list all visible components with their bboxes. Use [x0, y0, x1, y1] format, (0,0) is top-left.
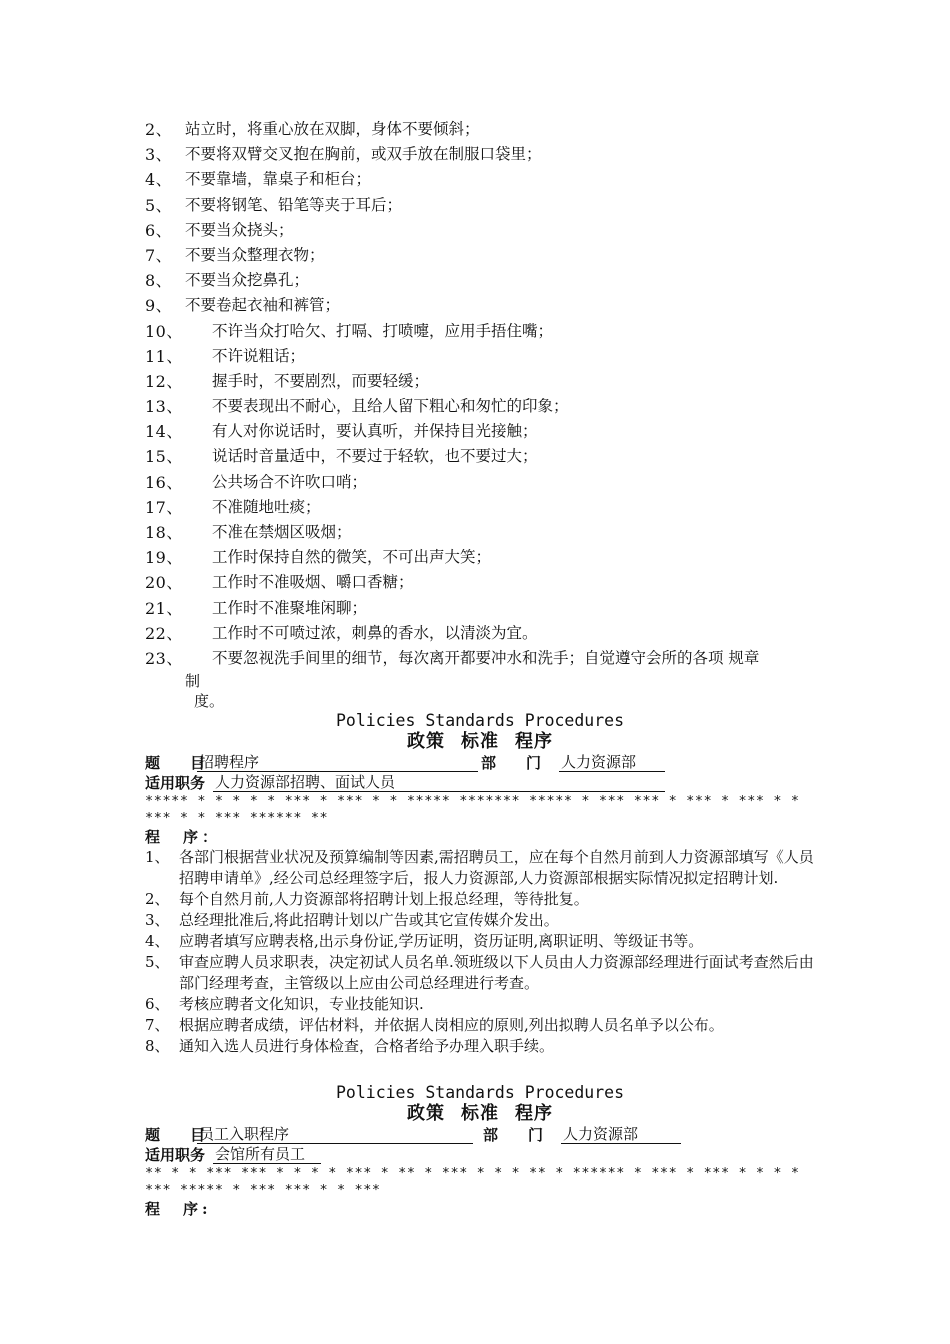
rule-text: 工作时保持自然的微笑，不可出声大笑；	[212, 548, 492, 567]
procedure-label: 程 序：	[145, 828, 222, 846]
rule-23-continuation: 制	[185, 672, 201, 690]
applicable-row	[145, 1145, 815, 1165]
onboarding-procedure-form	[145, 1083, 815, 1219]
rule-text: 不准随地吐痰；	[212, 497, 321, 516]
procedure-step	[145, 1036, 815, 1057]
rule-text: 不要忽视洗手间里的细节，每次离开都要冲水和洗手；自觉遵守会所的各项 规章	[212, 648, 760, 667]
rule-item	[145, 596, 815, 621]
subject-row	[145, 1125, 815, 1145]
rule-text: 工作时不准吸烟、嚼口香糖；	[212, 573, 414, 592]
rule-number: 17、	[145, 497, 183, 517]
rule-item	[145, 142, 815, 167]
rule-item	[145, 419, 815, 444]
rule-item	[145, 470, 815, 495]
step-number: 4、	[145, 932, 170, 950]
department-value: 人力资源部	[561, 1125, 681, 1144]
star-separator: ** * * *** *** * * * * *** * ** * *** * * * ** * ****** * *** * *** * * * * *** ***** * *** *** * * ***	[145, 1165, 800, 1198]
rule-number: 2、	[145, 120, 173, 139]
rule-text: 工作时不准聚堆闲聊；	[212, 598, 368, 617]
rule-item	[145, 520, 815, 545]
header-standard: 标准	[461, 1103, 499, 1124]
rule-text: 不许说粗话；	[212, 346, 306, 365]
rule-text: 不要将双臂交叉抱在胸前，或双手放在制服口袋里；	[185, 145, 542, 164]
procedure-step	[145, 847, 815, 889]
header-standard: 标准	[461, 731, 499, 752]
procedure-step	[145, 910, 815, 931]
step-number: 3、	[145, 911, 170, 929]
subject-value: 招聘程序	[197, 753, 478, 772]
rule-number: 13、	[145, 397, 183, 417]
procedure-step	[145, 1015, 815, 1036]
step-number: 7、	[145, 1016, 170, 1034]
department-label: 部 门	[483, 1126, 544, 1144]
rule-text: 不要当众整理衣物；	[185, 245, 325, 264]
rule-text: 有人对你说话时，要认真听，并保持目光接触；	[212, 422, 538, 441]
step-text: 应聘者填写应聘表格,出示身份证,学历证明，资历证明,离职证明、等级证书等。	[179, 932, 704, 950]
procedure-step	[145, 994, 815, 1015]
procedure-step	[145, 931, 815, 952]
rule-number: 23、	[145, 648, 183, 668]
rule-text: 站立时，将重心放在双脚，身体不要倾斜；	[185, 120, 480, 138]
step-number: 5、	[145, 953, 170, 971]
rule-number: 3、	[145, 145, 173, 165]
rule-text: 不许当众打哈欠、打嗝、打喷嚏，应用手捂住嘴；	[212, 321, 554, 340]
rule-item	[145, 319, 815, 344]
rule-text: 公共场合不许吹口哨；	[212, 472, 368, 491]
rule-item	[145, 646, 815, 671]
rule-number: 16、	[145, 472, 183, 492]
step-text: 每个自然月前,人力资源部将招聘计划上报总经理，等待批复。	[179, 890, 589, 908]
header-procedure: 程序	[515, 731, 553, 752]
star-separator: ***** * * * * * *** * *** * * ***** ******* ***** * *** *** * *** * *** * **** * * *** ****** **	[145, 793, 800, 826]
header-chinese	[145, 731, 815, 753]
step-text: 通知入选人员进行身体检查，合格者给予办理入职手续。	[179, 1037, 555, 1055]
procedure-label: 程 序:	[145, 1200, 212, 1218]
rule-item	[145, 268, 815, 293]
rule-number: 7、	[145, 245, 173, 265]
department-value: 人力资源部	[559, 753, 665, 772]
rule-item	[145, 243, 815, 268]
subject-label: 题 目	[145, 754, 206, 772]
applicable-label: 适用职务	[145, 774, 206, 792]
header-english: Policies Standards Procedures	[335, 711, 625, 730]
procedure-step	[145, 889, 815, 910]
rule-text: 不要当众挖鼻孔；	[185, 271, 310, 290]
recruitment-steps-list	[145, 847, 815, 1057]
subject-value: 员工入职程序	[197, 1125, 473, 1144]
rule-item	[145, 570, 815, 595]
procedure-step	[145, 952, 815, 994]
rule-number: 4、	[145, 170, 173, 190]
rule-item	[145, 293, 815, 318]
rule-number: 20、	[145, 573, 183, 593]
subject-label: 题 目	[145, 1126, 206, 1144]
rule-item	[145, 621, 815, 646]
rule-text: 不准在禁烟区吸烟；	[212, 523, 352, 541]
step-text: 总经理批准后,将此招聘计划以广告或其它宣传媒介发出。	[179, 911, 559, 929]
rule-number: 21、	[145, 598, 183, 618]
rule-item	[145, 344, 815, 369]
subject-row	[145, 753, 815, 773]
step-number: 8、	[145, 1037, 170, 1055]
rule-number: 14、	[145, 422, 183, 442]
rule-number: 8、	[145, 271, 173, 291]
applicable-value: 会馆所有员工	[213, 1145, 321, 1164]
rule-item	[145, 193, 815, 218]
rule-number: 9、	[145, 296, 173, 316]
header-policy: 政策	[407, 1103, 445, 1124]
rule-item	[145, 545, 815, 570]
step-number: 6、	[145, 995, 170, 1013]
rule-item	[145, 369, 815, 394]
step-text: 考核应聘者文化知识，专业技能知识.	[179, 995, 424, 1013]
rule-item	[145, 394, 815, 419]
rule-item	[145, 117, 815, 142]
rule-number: 18、	[145, 523, 183, 542]
rule-23-continuation-end: 度。	[194, 692, 225, 710]
header-policy: 政策	[407, 731, 445, 752]
rule-number: 5、	[145, 195, 173, 215]
rule-text: 工作时不可喷过浓，刺鼻的香水，以清淡为宜。	[212, 623, 538, 642]
recruitment-procedure-form	[145, 711, 815, 1057]
rule-number: 11、	[145, 346, 183, 366]
conduct-rules-list	[145, 117, 815, 671]
step-text: 审查应聘人员求职表，决定初试人员名单.领班级以下人员由人力资源部经理进行面试考查然后由部门经理考查，主管级以上应由公司总经理进行考查。	[179, 953, 814, 992]
rule-text: 不要卷起衣袖和裤管；	[185, 296, 341, 315]
rule-text: 说话时音量适中，不要过于轻软，也不要过大；	[212, 447, 538, 466]
rule-number: 15、	[145, 447, 183, 467]
step-number: 2、	[145, 890, 170, 908]
rule-text: 不要表现出不耐心，且给人留下粗心和匆忙的印象；	[212, 397, 569, 416]
step-text: 根据应聘者成绩，评估材料，并依据人岗相应的原则,列出拟聘人员名单予以公布。	[179, 1016, 724, 1034]
step-number: 1、	[145, 848, 170, 866]
applicable-label: 适用职务	[145, 1146, 206, 1164]
header-procedure: 程序	[515, 1103, 553, 1124]
rule-number: 22、	[145, 623, 183, 643]
rule-item	[145, 167, 815, 192]
header-chinese	[145, 1103, 815, 1125]
header-english: Policies Standards Procedures	[335, 1083, 625, 1102]
rule-number: 19、	[145, 548, 183, 568]
rule-item	[145, 495, 815, 520]
rule-number: 10、	[145, 321, 183, 341]
rule-item	[145, 218, 815, 243]
rule-item	[145, 444, 815, 469]
rule-text: 不要靠墙，靠桌子和柜台；	[185, 170, 372, 189]
step-text: 各部门根据营业状况及预算编制等因素,需招聘员工，应在每个自然月前到人力资源部填写《人员招聘申请单》,经公司总经理签字后，报人力资源部,人力资源部根据实际情况拟定招聘计划.	[179, 848, 814, 887]
department-label: 部 门	[481, 754, 542, 772]
rule-number: 12、	[145, 371, 183, 391]
rule-text: 握手时，不要剧烈，而要轻缓；	[212, 371, 430, 390]
applicable-row	[145, 773, 815, 793]
rule-text: 不要当众挠头；	[185, 220, 294, 239]
rule-text: 不要将钢笔、铅笔等夹于耳后；	[185, 195, 403, 214]
applicable-value: 人力资源部招聘、面试人员	[213, 773, 665, 792]
rule-number: 6、	[145, 220, 173, 240]
